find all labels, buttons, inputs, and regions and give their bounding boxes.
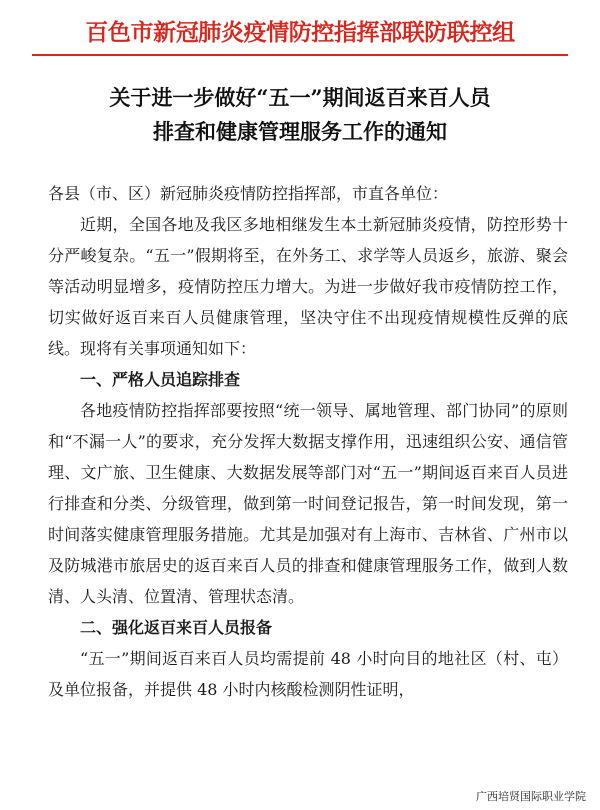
document-body bbox=[48, 178, 568, 705]
salutation: 各县（市、区）新冠肺炎疫情防控指挥部，市直各单位： bbox=[48, 184, 449, 203]
section-1-heading: 一、严格人员追踪排查 bbox=[80, 370, 241, 389]
red-divider-line bbox=[32, 54, 568, 56]
section-1-paragraph: 各地疫情防控指挥部要按照“统一领导、属地管理、部门协同”的原则和“不漏一人”的要求，充分发挥大数据支撑作用，迅速组织公安、通信管理、文广旅、卫生健康、大数据发展等部门对“五一”期间返百来百人员进行排查和分类、分级管理，做到第一时间登记报告，第一时间发现，第一时间落实健康管理服务措施。尤其是加强对有上海市、吉林省、广州市以及防城港市旅居史的返百来百人员的排查和健康管理服务工作，做到人数清、人头清、位置清、管理状态清。 bbox=[48, 401, 568, 606]
section-2-heading: 二、强化返百来百人员报备 bbox=[80, 618, 273, 637]
document-title-line-1: 关于进一步做好“五一”期间返百来百人员 bbox=[109, 85, 491, 110]
document-title-line-2: 排查和健康管理服务工作的通知 bbox=[153, 119, 447, 144]
source-watermark: 广西培贤国际职业学院 bbox=[476, 790, 586, 803]
section-2-paragraph: “五一”期间返百来百人员均需提前 48 小时向目的地社区（村、屯）及单位报备，并提供 48 小时内核酸检测阴性证明， bbox=[48, 649, 568, 699]
intro-paragraph: 近期，全国各地及我区多地相继发生本土新冠肺炎疫情，防控形势十分严峻复杂。“五一”假期将至，在外务工、求学等人员返乡，旅游、聚会等活动明显增多，疫情防控压力增大。为进一步做好我市疫情防控工作，切实做好返百来百人员健康管理，坚决守住不出现疫情规模性反弹的底线。现将有关事项通知如下： bbox=[48, 215, 568, 358]
letterhead: 百色市新冠肺炎疫情防控指挥部联防联控组 bbox=[85, 20, 515, 46]
